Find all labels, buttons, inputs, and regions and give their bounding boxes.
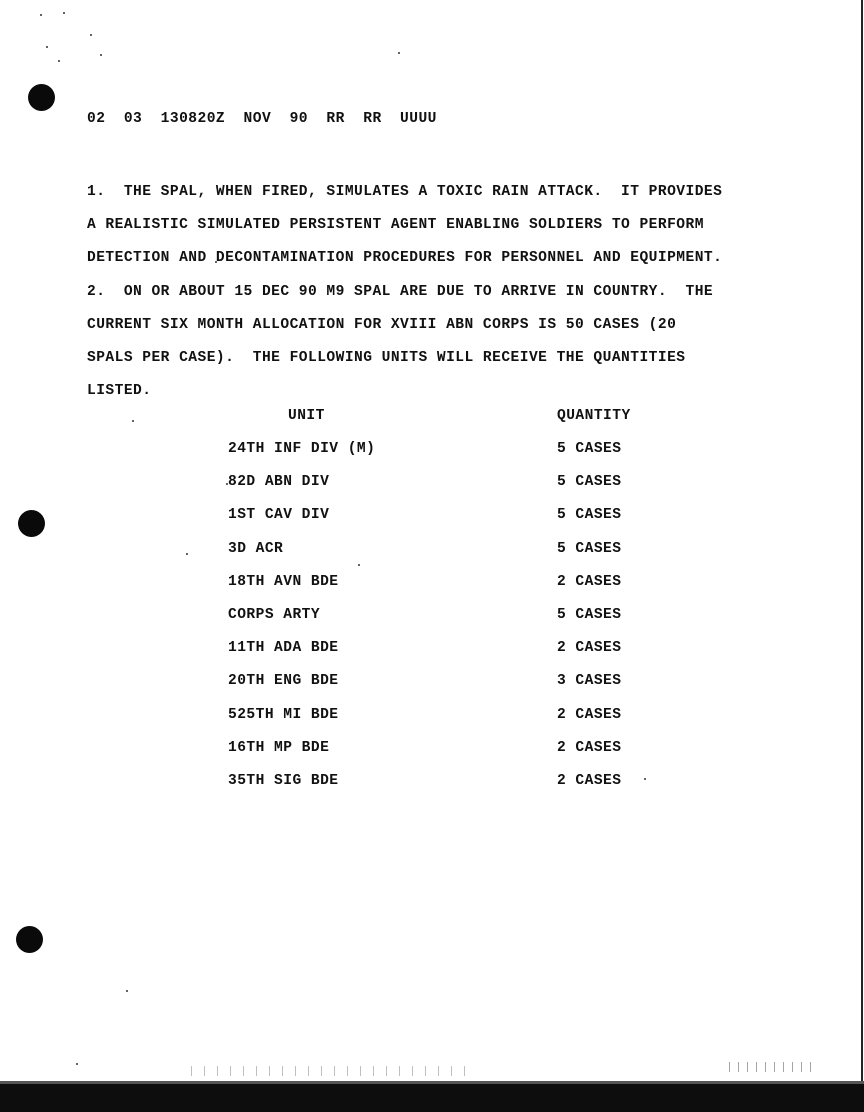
quantity-cell: 2 CASES [557, 640, 622, 657]
unit-cell: CORPS ARTY [228, 606, 321, 623]
table-header-unit: UNIT [288, 408, 325, 424]
unit-cell: 1ST CAV DIV [228, 507, 330, 524]
body-line: 2. ON OR ABOUT 15 DEC 90 M9 SPAL ARE DUE TO ARRIVE IN COUNTRY. THE [87, 283, 714, 300]
table-row [228, 607, 728, 640]
scan-speck [63, 12, 65, 14]
quantity-cell: 5 CASES [557, 540, 622, 557]
table-row [228, 441, 728, 474]
quantity-cell: 2 CASES [557, 739, 622, 756]
allocation-table [228, 441, 728, 806]
unit-cell: 82D ABN DIV [228, 474, 330, 491]
punch-hole-top [28, 84, 55, 111]
body-line: LISTED. [87, 383, 152, 400]
scan-speck [58, 60, 60, 62]
scan-speck [76, 1063, 78, 1065]
quantity-cell: 5 CASES [557, 606, 622, 623]
table-row [228, 507, 728, 540]
quantity-cell: 2 CASES [557, 706, 622, 723]
quantity-cell: 5 CASES [557, 441, 622, 457]
unit-cell: 16TH MP BDE [228, 739, 330, 756]
punch-hole-middle [18, 510, 45, 537]
quantity-cell: 5 CASES [557, 507, 622, 524]
table-row [228, 707, 728, 740]
quantity-cell: 5 CASES [557, 474, 622, 491]
quantity-cell: 2 CASES [557, 772, 622, 789]
body-line: A REALISTIC SIMULATED PERSISTENT AGENT ENABLING SOLDIERS TO PERFORM [87, 217, 704, 234]
table-row [228, 673, 728, 706]
unit-cell: 35TH SIG BDE [228, 772, 339, 789]
punch-hole-bottom [16, 926, 43, 953]
unit-cell: 24TH INF DIV (M) [228, 441, 376, 457]
message-body [87, 176, 787, 408]
quantity-cell: 3 CASES [557, 673, 622, 690]
scan-speck [186, 553, 188, 555]
scan-noise-right [725, 1062, 815, 1072]
scan-right-edge [861, 0, 863, 1085]
scan-noise [185, 1066, 465, 1076]
table-row [228, 640, 728, 673]
scan-speck [100, 54, 102, 56]
table-row [228, 740, 728, 773]
message-header-line: 02 03 130820Z NOV 90 RR RR UUUU [87, 111, 437, 127]
table-row [228, 541, 728, 574]
table-header-quantity: QUANTITY [557, 408, 631, 424]
quantity-cell: 2 CASES [557, 573, 622, 590]
unit-cell: 3D ACR [228, 540, 284, 557]
body-line: CURRENT SIX MONTH ALLOCATION FOR XVIII ABN CORPS IS 50 CASES (20 [87, 316, 677, 333]
scan-speck [40, 14, 42, 16]
table-row [228, 574, 728, 607]
unit-cell: 11TH ADA BDE [228, 640, 339, 657]
scan-speck [398, 52, 400, 54]
scan-speck [90, 34, 92, 36]
unit-cell: 20TH ENG BDE [228, 673, 339, 690]
unit-cell: 18TH AVN BDE [228, 573, 339, 590]
scan-speck [132, 420, 134, 422]
table-row [228, 474, 728, 507]
unit-cell: 525TH MI BDE [228, 706, 339, 723]
scan-speck [126, 990, 128, 992]
table-row [228, 773, 728, 806]
body-line: 1. THE SPAL, WHEN FIRED, SIMULATES A TOXIC RAIN ATTACK. IT PROVIDES [87, 184, 723, 200]
body-line: SPALS PER CASE). THE FOLLOWING UNITS WILL RECEIVE THE QUANTITIES [87, 350, 686, 367]
scan-speck [46, 46, 48, 48]
body-line: DETECTION AND DECONTAMINATION PROCEDURES FOR PERSONNEL AND EQUIPMENT. [87, 250, 723, 267]
scan-bottom-bar [0, 1084, 864, 1112]
